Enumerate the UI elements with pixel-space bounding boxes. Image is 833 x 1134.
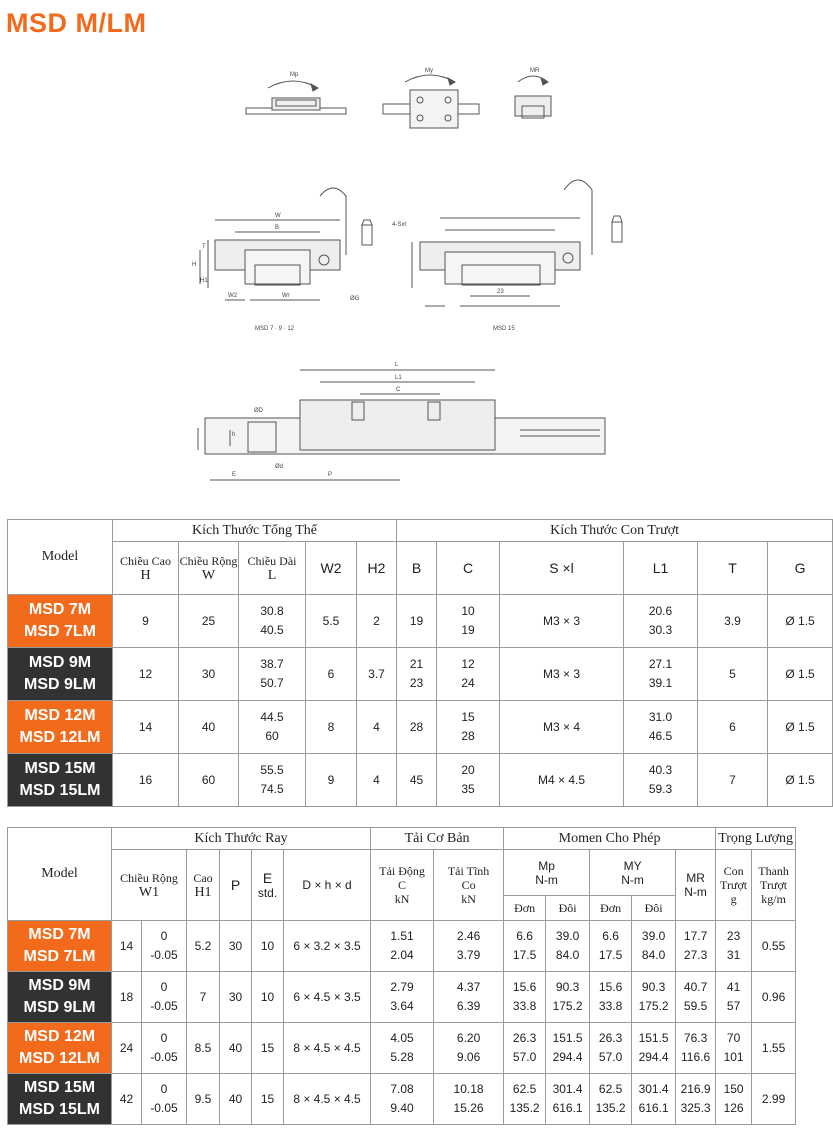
cell-tolerance: 0 -0.05 <box>142 1074 187 1125</box>
cell-g: Ø 1.5 <box>768 701 833 754</box>
t2-group-weight: Trọng Lượng <box>716 828 796 850</box>
cell-l: 38.7 50.7 <box>239 648 306 701</box>
cell-my-single: 26.3 57.0 <box>590 1023 632 1074</box>
cell-dhd: 8 × 4.5 × 4.5 <box>284 1074 371 1125</box>
t2-block-weight-header: Con Trượt g <box>716 850 752 921</box>
cell-w2: 6 <box>306 648 357 701</box>
label-p: P <box>328 472 333 478</box>
cell-mp-single: 62.5 135.2 <box>504 1074 546 1125</box>
cell-my-double: 151.5 294.4 <box>632 1023 676 1074</box>
cell-rail-weight: 2.99 <box>752 1074 796 1125</box>
t1-group-overall: Kích Thước Tổng Thể <box>113 520 397 542</box>
cell-static: 10.18 15.26 <box>434 1074 504 1125</box>
cell-h1: 8.5 <box>187 1023 220 1074</box>
label-my: My <box>425 68 433 74</box>
cell-b: 19 <box>397 595 437 648</box>
cell-w1: 24 <box>112 1023 142 1074</box>
label-e: E <box>232 472 237 478</box>
t2-p-header: P <box>220 850 252 921</box>
table-row <box>8 921 796 972</box>
cell-rail-weight: 1.55 <box>752 1023 796 1074</box>
model-name: MSD 15M MSD 15LM <box>8 1074 112 1125</box>
t1-s-header: S ×l <box>500 542 624 595</box>
t2-model-header: Model <box>8 828 112 921</box>
table-row <box>8 701 833 754</box>
label-mp: Mp <box>290 72 299 78</box>
cell-w: 30 <box>179 648 239 701</box>
table-row <box>8 595 833 648</box>
t2-my-double: Đôi <box>632 896 676 921</box>
cell-t: 6 <box>698 701 768 754</box>
section-msd-7-9-12 <box>200 188 372 300</box>
t2-group-load: Tải Cơ Bản <box>371 828 504 850</box>
label-t: T <box>202 244 206 250</box>
moment-mr-icon <box>515 76 551 118</box>
t2-dyn-header: Tải Động C kN <box>371 850 434 921</box>
table-dimensions <box>7 519 833 807</box>
section-msd-15 <box>412 180 622 306</box>
cell-g: Ø 1.5 <box>768 595 833 648</box>
t2-mp-double: Đôi <box>546 896 590 921</box>
cell-h1: 9.5 <box>187 1074 220 1125</box>
cell-mp-double: 151.5 294.4 <box>546 1023 590 1074</box>
cell-tolerance: 0 -0.05 <box>142 972 187 1023</box>
model-name: MSD 12M MSD 12LM <box>8 1023 112 1074</box>
table-row <box>8 972 796 1023</box>
cell-block-weight: 70 101 <box>716 1023 752 1074</box>
cell-e: 15 <box>252 1023 284 1074</box>
model-name: MSD 12M MSD 12LM <box>8 701 113 754</box>
cell-my-double: 39.0 84.0 <box>632 921 676 972</box>
cell-s: M3 × 3 <box>500 648 624 701</box>
label-b: B <box>275 225 280 231</box>
t1-length-header: Chiều Dài L <box>239 542 306 595</box>
t2-my-single: Đơn <box>590 896 632 921</box>
label-h: H <box>192 262 197 268</box>
label-mr: MR <box>530 68 540 74</box>
cell-mr: 76.3 116.6 <box>676 1023 716 1074</box>
t2-group-moment: Momen Cho Phép <box>504 828 716 850</box>
cell-tolerance: 0 -0.05 <box>142 1023 187 1074</box>
t1-height-header: Chiều Cao H <box>113 542 179 595</box>
cell-t: 3.9 <box>698 595 768 648</box>
t1-g-header: G <box>768 542 833 595</box>
cell-w1: 14 <box>112 921 142 972</box>
model-name: MSD 7M MSD 7LM <box>8 595 113 648</box>
cell-w: 60 <box>179 754 239 807</box>
cell-b: 21 23 <box>397 648 437 701</box>
cell-dynamic: 7.08 9.40 <box>371 1074 434 1125</box>
cell-l1: 31.0 46.5 <box>624 701 698 754</box>
cell-h2: 4 <box>357 701 397 754</box>
t2-h1-header: Cao H1 <box>187 850 220 921</box>
t1-group-block: Kích Thước Con Trượt <box>397 520 833 542</box>
cell-my-single: 62.5 135.2 <box>590 1074 632 1125</box>
page-title: MSD M/LM <box>6 8 147 38</box>
cell-c: 10 19 <box>437 595 500 648</box>
t1-w2-header: W2 <box>306 542 357 595</box>
cell-my-double: 90.3 175.2 <box>632 972 676 1023</box>
caption-msd-7-9-12: MSD 7 · 9 · 12 <box>255 326 295 332</box>
drawing-svg <box>0 60 800 520</box>
cell-my-single: 15.6 33.8 <box>590 972 632 1023</box>
side-view <box>198 370 605 480</box>
cell-dhd: 6 × 3.2 × 3.5 <box>284 921 371 972</box>
cell-w2: 8 <box>306 701 357 754</box>
t1-width-header: Chiều Rộng W <box>179 542 239 595</box>
cell-s: M3 × 4 <box>500 701 624 754</box>
cell-g: Ø 1.5 <box>768 648 833 701</box>
t1-model-header: Model <box>8 520 113 595</box>
cell-static: 4.37 6.39 <box>434 972 504 1023</box>
t2-mp-header: Mp N-m <box>504 850 590 896</box>
cell-mp-double: 39.0 84.0 <box>546 921 590 972</box>
t1-l1-header: L1 <box>624 542 698 595</box>
cell-block-weight: 150 126 <box>716 1074 752 1125</box>
t2-my-header: MY N-m <box>590 850 676 896</box>
cell-b: 45 <box>397 754 437 807</box>
label-g: ØG <box>350 296 360 302</box>
t2-mp-single: Đơn <box>504 896 546 921</box>
cell-dynamic: 4.05 5.28 <box>371 1023 434 1074</box>
model-name: MSD 9M MSD 9LM <box>8 972 112 1023</box>
cell-w2: 9 <box>306 754 357 807</box>
cell-static: 2.46 3.79 <box>434 921 504 972</box>
table-row <box>8 754 833 807</box>
cell-dynamic: 2.79 3.64 <box>371 972 434 1023</box>
t2-rail-weight-header: Thanh Trượt kg/m <box>752 850 796 921</box>
t1-b-header: B <box>397 542 437 595</box>
cell-h2: 2 <box>357 595 397 648</box>
cell-l1: 27.1 39.1 <box>624 648 698 701</box>
cell-h1: 5.2 <box>187 921 220 972</box>
moment-my-icon <box>383 75 479 128</box>
t1-c-header: C <box>437 542 500 595</box>
cell-t: 5 <box>698 648 768 701</box>
t1-t-header: T <box>698 542 768 595</box>
cell-l: 55.5 74.5 <box>239 754 306 807</box>
cell-mr: 17.7 27.3 <box>676 921 716 972</box>
cell-h: 12 <box>113 648 179 701</box>
model-name: MSD 7M MSD 7LM <box>8 921 112 972</box>
cell-b: 28 <box>397 701 437 754</box>
label-dd: Ød <box>275 464 284 470</box>
label-w: W <box>275 213 281 219</box>
cell-g: Ø 1.5 <box>768 754 833 807</box>
cell-mr: 216.9 325.3 <box>676 1074 716 1125</box>
cell-mp-single: 6.6 17.5 <box>504 921 546 972</box>
moment-mp-icon <box>246 81 346 114</box>
caption-msd-15: MSD 15 <box>493 326 515 332</box>
technical-drawing <box>0 60 800 520</box>
cell-p: 40 <box>220 1023 252 1074</box>
label-w2: W2 <box>228 293 237 299</box>
cell-e: 10 <box>252 921 284 972</box>
t2-group-rail: Kích Thước Ray <box>112 828 371 850</box>
table-row <box>8 1074 796 1125</box>
cell-mp-double: 90.3 175.2 <box>546 972 590 1023</box>
cell-static: 6.20 9.06 <box>434 1023 504 1074</box>
cell-mp-double: 301.4 616.1 <box>546 1074 590 1125</box>
cell-rail-weight: 0.96 <box>752 972 796 1023</box>
label-s: 4-Sxℓ <box>392 222 407 228</box>
cell-l1: 40.3 59.3 <box>624 754 698 807</box>
cell-c: 15 28 <box>437 701 500 754</box>
t2-static-header: Tải Tĩnh Co kN <box>434 850 504 921</box>
cell-l1: 20.6 30.3 <box>624 595 698 648</box>
cell-block-weight: 41 57 <box>716 972 752 1023</box>
model-name: MSD 15M MSD 15LM <box>8 754 113 807</box>
label-l: L <box>395 362 399 368</box>
cell-dhd: 6 × 4.5 × 3.5 <box>284 972 371 1023</box>
cell-my-double: 301.4 616.1 <box>632 1074 676 1125</box>
table-row <box>8 1023 796 1074</box>
cell-h: 16 <box>113 754 179 807</box>
table-rail-load <box>7 827 796 1125</box>
cell-l: 30.8 40.5 <box>239 595 306 648</box>
cell-p: 40 <box>220 1074 252 1125</box>
cell-e: 10 <box>252 972 284 1023</box>
cell-h: 14 <box>113 701 179 754</box>
cell-tolerance: 0 -0.05 <box>142 921 187 972</box>
cell-c: 20 35 <box>437 754 500 807</box>
cell-block-weight: 23 31 <box>716 921 752 972</box>
cell-w: 40 <box>179 701 239 754</box>
label-d: ØD <box>254 408 263 414</box>
cell-dynamic: 1.51 2.04 <box>371 921 434 972</box>
t2-dhd-header: D × h × d <box>284 850 371 921</box>
cell-l: 44.5 60 <box>239 701 306 754</box>
cell-s: M3 × 3 <box>500 595 624 648</box>
cell-rail-weight: 0.55 <box>752 921 796 972</box>
cell-h1: 7 <box>187 972 220 1023</box>
cell-w2: 5.5 <box>306 595 357 648</box>
label-23: 23 <box>497 289 504 295</box>
table-row <box>8 648 833 701</box>
cell-mr: 40.7 59.5 <box>676 972 716 1023</box>
label-h1: H1 <box>200 278 208 284</box>
cell-s: M4 × 4.5 <box>500 754 624 807</box>
cell-t: 7 <box>698 754 768 807</box>
label-c: C <box>396 387 401 393</box>
model-name: MSD 9M MSD 9LM <box>8 648 113 701</box>
cell-w1: 18 <box>112 972 142 1023</box>
cell-e: 15 <box>252 1074 284 1125</box>
cell-dhd: 8 × 4.5 × 4.5 <box>284 1023 371 1074</box>
cell-h2: 4 <box>357 754 397 807</box>
cell-p: 30 <box>220 972 252 1023</box>
label-hh: h <box>232 432 236 438</box>
cell-h: 9 <box>113 595 179 648</box>
cell-mp-single: 26.3 57.0 <box>504 1023 546 1074</box>
label-l1: L1 <box>395 375 402 381</box>
cell-w: 25 <box>179 595 239 648</box>
cell-mp-single: 15.6 33.8 <box>504 972 546 1023</box>
cell-c: 12 24 <box>437 648 500 701</box>
t2-e-header: E std. <box>252 850 284 921</box>
cell-h2: 3.7 <box>357 648 397 701</box>
label-wr: Wr <box>282 293 290 299</box>
t1-h2-header: H2 <box>357 542 397 595</box>
t2-w1-header: Chiều Rộng W1 <box>112 850 187 921</box>
cell-my-single: 6.6 17.5 <box>590 921 632 972</box>
cell-w1: 42 <box>112 1074 142 1125</box>
cell-p: 30 <box>220 921 252 972</box>
t2-mr-header: MR N-m <box>676 850 716 921</box>
